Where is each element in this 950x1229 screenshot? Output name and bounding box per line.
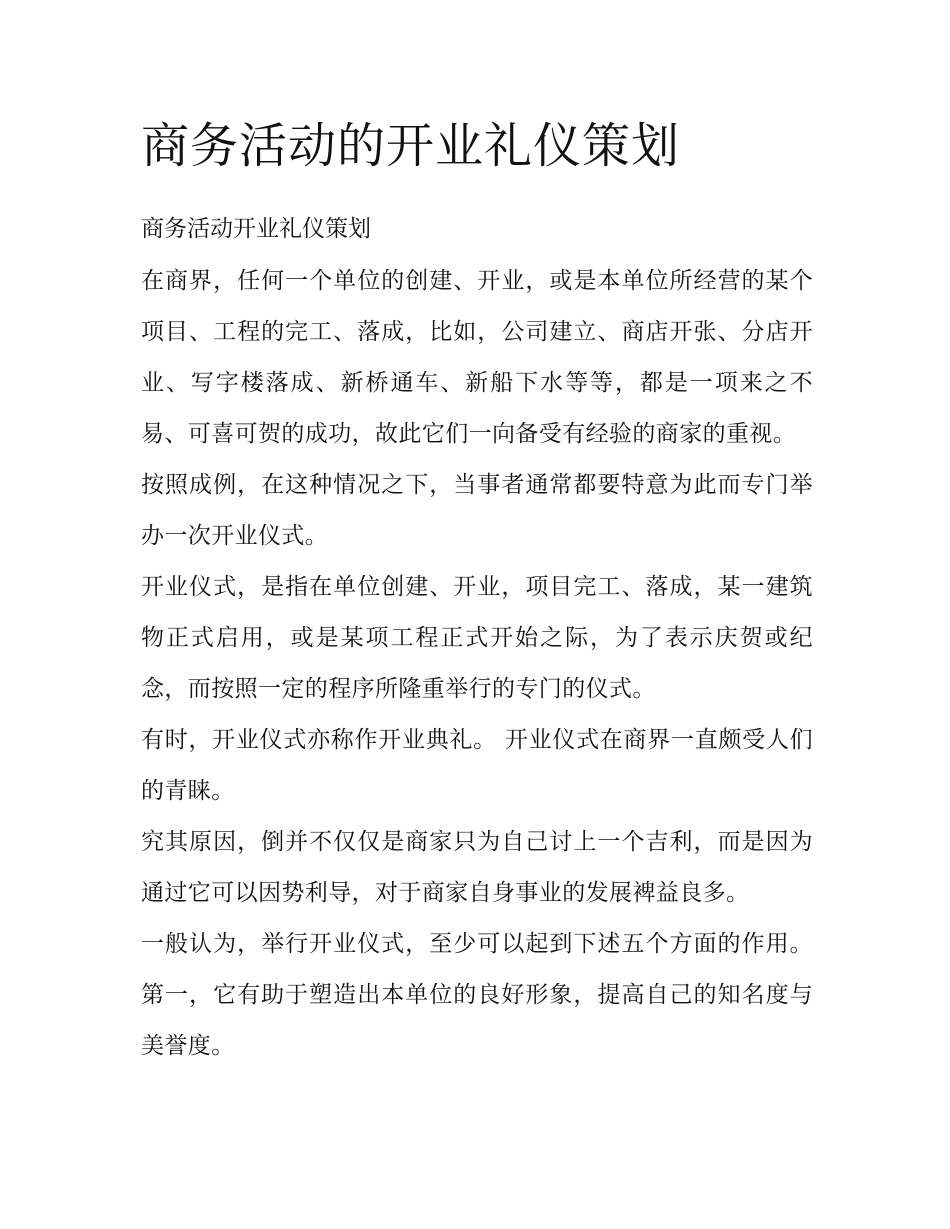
- paragraph-4: 有时，开业仪式亦称作开业典礼。 开业仪式在商界一直颇受人们的青睐。: [141, 727, 813, 804]
- paragraph-1: 在商界，任何一个单位的创建、开业，或是本单位所经营的某个项目、工程的完工、落成，比如，公司建立、商店开张、分店开业、写字楼落成、新桥通车、新船下水等等，都是一项来之不易、可喜可贺的成功，故此它们一向备受有经验的商家的重视。: [141, 268, 813, 447]
- document-title: 商务活动的开业礼仪策划: [141, 118, 681, 174]
- paragraph-6: 一般认为，举行开业仪式，至少可以起到下述五个方面的作用。 第一，它有助于塑造出本单位的良好形象，提高自己的知名度与美誉度。: [141, 931, 813, 1059]
- paragraph-5: 究其原因，倒并不仅仅是商家只为自己讨上一个吉利，而是因为通过它可以因势利导，对于商家自身事业的发展裨益良多。: [141, 829, 813, 906]
- paragraph-3: 开业仪式，是指在单位创建、开业，项目完工、落成，某一建筑物正式启用，或是某项工程正式开始之际，为了表示庆贺或纪念，而按照一定的程序所隆重举行的专门的仪式。: [141, 574, 813, 702]
- paragraph-2: 按照成例，在这种情况之下，当事者通常都要特意为此而专门举办一次开业仪式。: [141, 472, 813, 549]
- document-body: [141, 112, 813, 1072]
- document-subtitle: 商务活动开业礼仪策划: [141, 216, 371, 242]
